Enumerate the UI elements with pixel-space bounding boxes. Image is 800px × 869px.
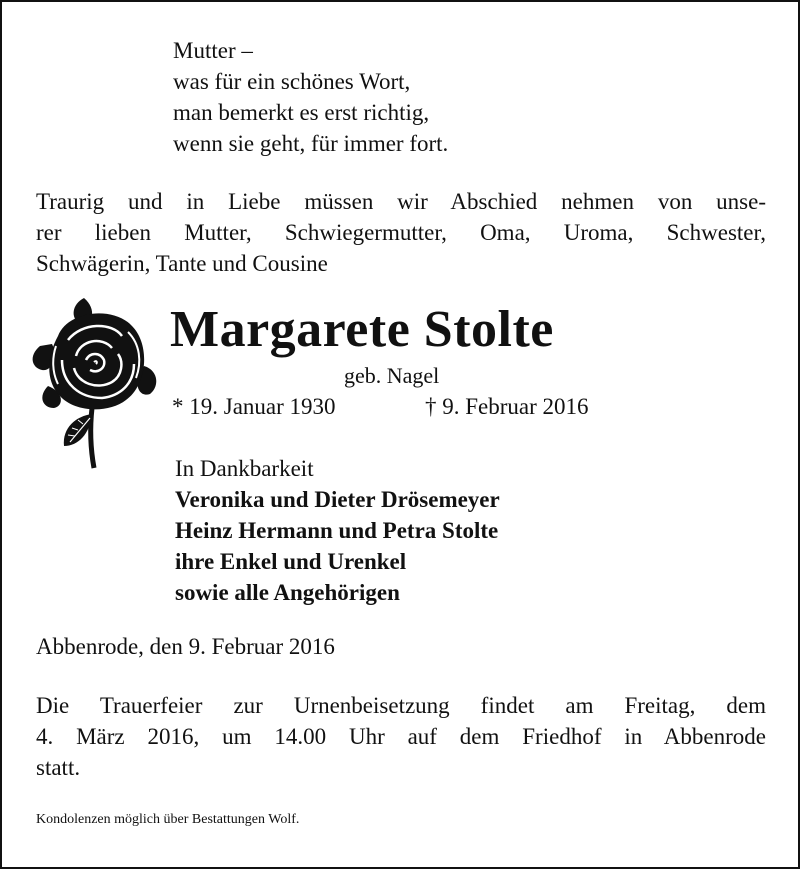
mourners-block	[175, 453, 500, 608]
poem-line: was für ein schönes Wort,	[173, 69, 411, 94]
condolences-note: Kondolenzen möglich über Bestattungen Wolf.	[36, 812, 300, 827]
ceremony-line: Die Trauerfeier zur Urnenbeisetzung findet am Freitag, dem	[36, 693, 766, 718]
poem	[173, 35, 448, 159]
ceremony-line: 4. März 2016, um 14.00 Uhr auf dem Friedhof in Abbenrode	[36, 724, 766, 749]
rose-icon	[28, 296, 163, 471]
birth-name: geb. Nagel	[344, 363, 440, 388]
death-date: † 9. Februar 2016	[425, 394, 589, 419]
mourner-name: Veronika und Dieter Drösemeyer	[175, 487, 500, 512]
mourner-name: sowie alle Angehörigen	[175, 580, 400, 605]
poem-line: Mutter –	[173, 38, 253, 63]
intro-text	[36, 186, 766, 279]
poem-line: wenn sie geht, für immer fort.	[173, 131, 449, 156]
poem-line: man bemerkt es erst richtig,	[173, 100, 430, 125]
mourner-name: Heinz Hermann und Petra Stolte	[175, 518, 499, 543]
birth-date: * 19. Januar 1930	[172, 394, 336, 419]
mourners-intro: In Dankbarkeit	[175, 456, 314, 481]
intro-line: Schwägerin, Tante und Cousine	[36, 251, 328, 276]
intro-line: rer lieben Mutter, Schwiegermutter, Oma, Uroma, Schwester,	[36, 220, 766, 245]
ceremony-line: statt.	[36, 755, 81, 780]
intro-line: Traurig und in Liebe müssen wir Abschied nehmen von unse-	[36, 189, 766, 214]
deceased-name: Margarete Stolte	[170, 301, 554, 358]
mourner-name: ihre Enkel und Urenkel	[175, 549, 407, 574]
place-date: Abbenrode, den 9. Februar 2016	[36, 634, 335, 659]
ceremony-text	[36, 690, 766, 783]
